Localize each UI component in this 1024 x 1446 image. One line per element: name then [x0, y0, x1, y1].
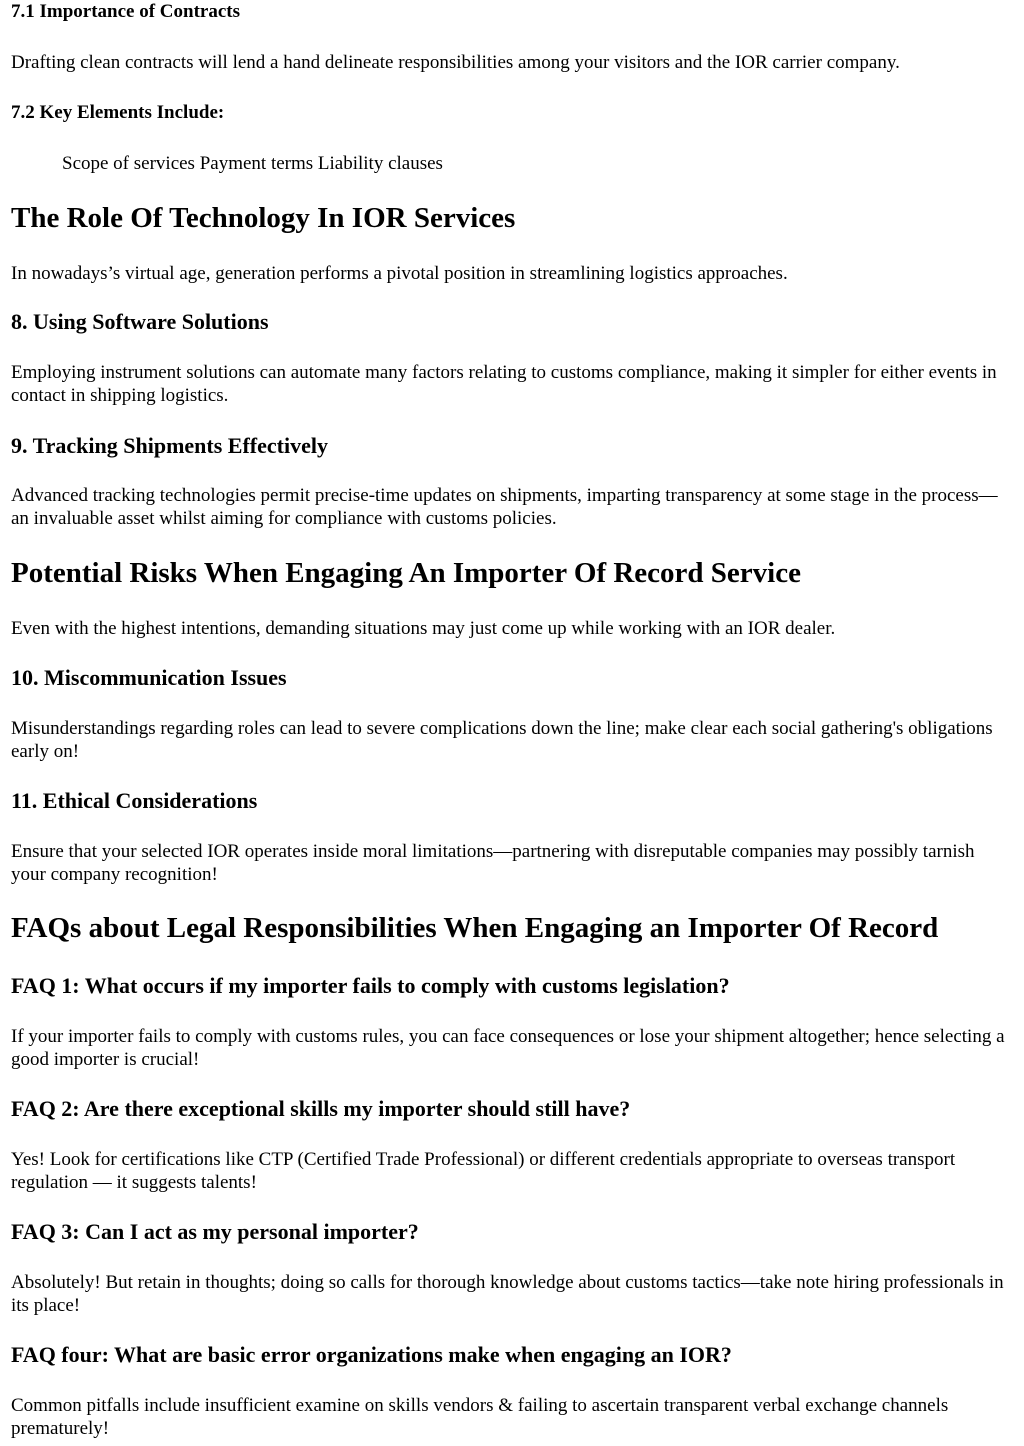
heading-ethical-considerations: 11. Ethical Considerations — [11, 788, 258, 813]
faq-4-question: FAQ four: What are basic error organizations make when engaging an IOR? — [11, 1342, 732, 1367]
paragraph-tracking-shipments: Advanced tracking technologies permit precise-time updates on shipments, imparting transparency at some stage in the process—an invaluable asset whilst aiming for compliance with customs policies. — [11, 485, 998, 529]
heading-miscommunication: 10. Miscommunication Issues — [11, 665, 287, 690]
heading-tracking-shipments: 9. Tracking Shipments Effectively — [11, 433, 328, 458]
section-heading-faqs: FAQs about Legal Responsibilities When Engaging an Importer Of Record — [11, 912, 939, 944]
paragraph-technology-intro: In nowadays’s virtual age, generation performs a pivotal position in streamlining logistics approaches. — [11, 263, 788, 284]
faq-1-answer: If your importer fails to comply with customs rules, you can face consequences or lose your shipment altogether; hence selecting a good importer is crucial! — [11, 1026, 1005, 1070]
key-elements-list: Scope of services Payment terms Liability clauses — [62, 153, 443, 174]
faq-4-answer: Common pitfalls include insufficient examine on skills vendors & failing to ascertain transparent verbal exchange channels prematurely! — [11, 1395, 949, 1439]
subsection-heading-key-elements: 7.2 Key Elements Include: — [11, 102, 225, 123]
faq-1-question: FAQ 1: What occurs if my importer fails to comply with customs legislation? — [11, 973, 730, 998]
paragraph-miscommunication: Misunderstandings regarding roles can lead to severe complications down the line; make clear each social gathering's obligations early on! — [11, 718, 993, 762]
faq-3-question: FAQ 3: Can I act as my personal importer? — [11, 1219, 419, 1244]
section-heading-potential-risks: Potential Risks When Engaging An Importer Of Record Service — [11, 557, 801, 589]
paragraph-contracts: Drafting clean contracts will lend a hand delineate responsibilities among your visitors and the IOR carrier company. — [11, 52, 900, 73]
paragraph-risks-intro: Even with the highest intentions, demanding situations may just come up while working with an IOR dealer. — [11, 618, 836, 639]
section-heading-technology: The Role Of Technology In IOR Services — [11, 202, 516, 234]
faq-3-answer: Absolutely! But retain in thoughts; doing so calls for thorough knowledge about customs tactics—take note hiring professionals in its place! — [11, 1272, 1004, 1316]
paragraph-software-solutions: Employing instrument solutions can automate many factors relating to customs compliance, making it simpler for either events in contact in shipping logistics. — [11, 362, 997, 406]
subsection-heading-importance-of-contracts: 7.1 Importance of Contracts — [11, 1, 241, 22]
heading-software-solutions: 8. Using Software Solutions — [11, 309, 269, 334]
paragraph-ethical-considerations: Ensure that your selected IOR operates inside moral limitations—partnering with disreputable companies may possibly tarnish your company recognition! — [11, 841, 975, 885]
faq-2-answer: Yes! Look for certifications like CTP (Certified Trade Professional) or different credentials appropriate to overseas transport regulation — it suggests talents! — [11, 1149, 956, 1193]
faq-2-question: FAQ 2: Are there exceptional skills my importer should still have? — [11, 1096, 631, 1121]
